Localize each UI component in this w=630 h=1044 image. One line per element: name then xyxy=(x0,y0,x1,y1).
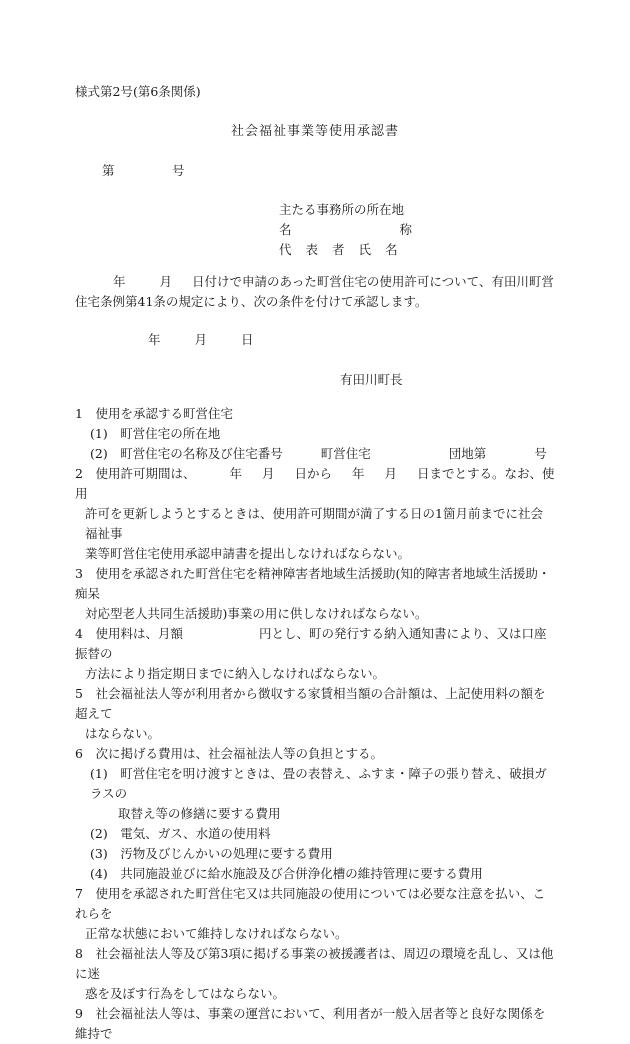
date-year: 年 xyxy=(148,332,161,347)
item-2-text-a: 2 使用許可期間は、 xyxy=(75,466,196,481)
item-3-cont: 対応型老人共同生活援助)事業の用に供しなければならない。 xyxy=(85,606,428,621)
item-2-month1: 月 xyxy=(261,466,275,481)
item-5: 5 社会福祉法人等が利用者から徴収する家賃相当額の合計額は、上記使用料の額を超えて xyxy=(75,686,546,721)
office-name-row xyxy=(279,220,412,240)
date-day: 日 xyxy=(241,332,254,347)
item-8: 8 社会福祉法人等及び第3項に掲げる事業の被援護者は、周辺の環境を乱し、又は他に迷 xyxy=(75,946,554,981)
item-7-cont: 正常な状態において維持しなければならない。 xyxy=(85,926,348,941)
item-8-cont: 惑を及ぼす行為をしてはならない。 xyxy=(85,986,286,1001)
item-1-2 xyxy=(75,444,555,464)
item-2-day1: 日から xyxy=(294,466,333,481)
office-name-label-2: 称 xyxy=(399,222,413,237)
office-name-label-1: 名 xyxy=(279,222,292,237)
item-6-3: (3) 汚物及びじんかいの処理に要する費用 xyxy=(90,846,333,861)
item-2-cont-2: 業等町営住宅使用承認申請書を提出しなければならない。 xyxy=(85,546,411,561)
office-rep-3: 者 xyxy=(332,242,345,257)
item-1-2-number: 号 xyxy=(534,446,547,461)
item-1: 1 使用を承認する町営住宅 xyxy=(75,406,233,421)
item-2 xyxy=(75,464,555,504)
item-1-2-label: (2) 町営住宅の名称及び住宅番号 xyxy=(90,446,283,461)
item-1-2-estate: 団地第 xyxy=(448,446,487,461)
office-rep-5: 名 xyxy=(385,242,398,257)
item-6-1-cont: 取替え等の修繕に要する費用 xyxy=(118,806,281,821)
office-rep-2: 表 xyxy=(305,242,319,257)
office-rep-1: 代 xyxy=(279,242,292,257)
issuer: 有田川町長 xyxy=(340,372,403,387)
item-3: 3 使用を承認された町営住宅を精神障害者地域生活援助(知的障害者地域生活援助・痴呆 xyxy=(75,566,551,601)
office-block xyxy=(279,200,412,260)
intro-paragraph xyxy=(75,272,555,312)
item-9: 9 社会福祉法人等は、事業の運営において、利用者が一般入居者等と良好な関係を維持で xyxy=(75,1006,546,1041)
item-1-1: (1) 町営住宅の所在地 xyxy=(90,426,221,441)
intro-year: 年 xyxy=(113,274,126,289)
item-6-4: (4) 共同施設並びに給水施設及び合併浄化槽の維持管理に要する費用 xyxy=(90,866,483,881)
office-rep-row xyxy=(279,240,412,260)
form-number: 様式第2号(第6条関係) xyxy=(75,84,201,99)
item-4 xyxy=(75,624,555,664)
item-2-year1: 年 xyxy=(229,466,242,481)
conditions-list xyxy=(75,404,555,1044)
item-7: 7 使用を承認された町営住宅又は共同施設の使用については必要な注意を払い、これらを xyxy=(75,886,546,921)
item-2-month2: 月 xyxy=(384,466,398,481)
item-1-2-housing: 町営住宅 xyxy=(320,446,371,461)
number-prefix: 第 xyxy=(102,163,115,178)
office-address-label: 主たる事務所の所在地 xyxy=(279,202,405,217)
item-4-text-b: 円とし、町の発行する納入通知書により、又は口座振替の xyxy=(75,626,547,661)
item-6-1: (1) 町営住宅を明け渡すときは、畳の表替え、ふすま・障子の張り替え、破損ガラスの xyxy=(90,766,547,801)
item-6: 6 次に掲げる費用は、社会福祉法人等の負担とする。 xyxy=(75,746,383,761)
intro-month: 月 xyxy=(159,274,173,289)
document-title: 社会福祉事業等使用承認書 xyxy=(230,124,399,139)
item-4-text-a: 4 使用料は、月額 xyxy=(75,626,183,641)
item-2-cont-1: 許可を更新しようとするときは、使用許可期間が満了する日の1箇月前までに社会福祉事 xyxy=(85,506,543,541)
item-5-cont: はならない。 xyxy=(85,726,161,741)
date-month: 月 xyxy=(194,332,208,347)
office-rep-4: 氏 xyxy=(358,242,372,257)
item-4-cont: 方法により指定期日までに納入しなければならない。 xyxy=(85,666,386,681)
date-line xyxy=(148,330,254,350)
intro-text: 日付けで申請のあった町営住宅の使用許可について、有田川町営住宅条例第41条の規定により、次の条件を付けて承認します。 xyxy=(75,274,554,309)
number-suffix: 号 xyxy=(172,163,185,178)
item-6-2: (2) 電気、ガス、水道の使用料 xyxy=(90,826,271,841)
item-2-text-rest: 日までとする。なお、使用 xyxy=(75,466,555,501)
item-2-year2: 年 xyxy=(352,466,365,481)
